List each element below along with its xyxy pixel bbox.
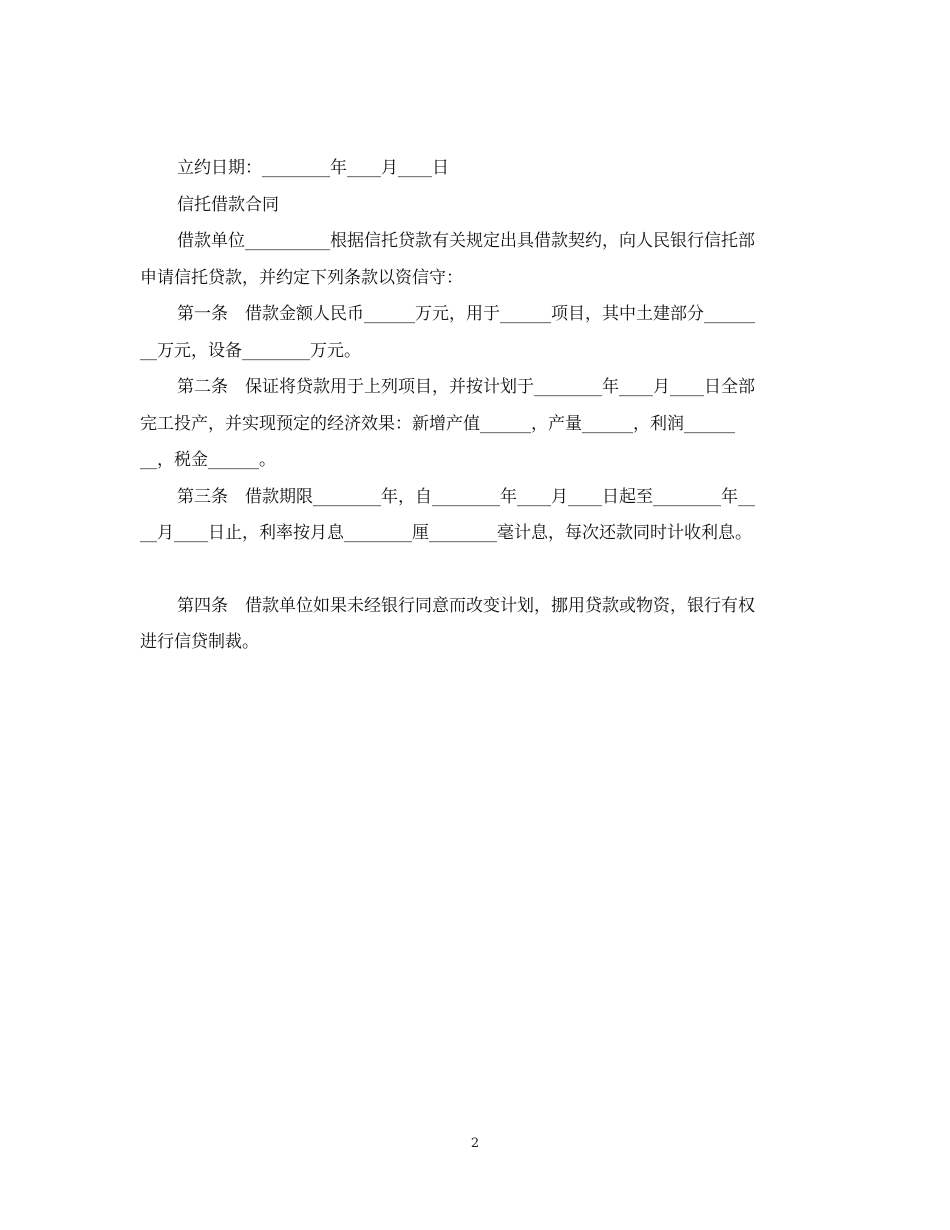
article-4-line-1: 第四条 借款单位如果未经银行同意而改变计划，挪用贷款或物资，银行有权 — [177, 595, 755, 616]
contract-date-line: 立约日期：________年____月____日 — [177, 158, 449, 178]
article-3-line-2: __月____日止，利率按月息________厘________毫计息，每次还款同时计收利息。 — [140, 523, 752, 543]
contract-title: 信托借款合同 — [177, 194, 279, 215]
preamble-line-2: 申请信托贷款，并约定下列条款以资信守： — [140, 267, 463, 288]
preamble-line-1: 借款单位__________根据信托贷款有关规定出具借款契约，向人民银行信托部 — [177, 231, 755, 251]
article-1-line-2: __万元，设备________万元。 — [140, 340, 361, 361]
article-2-line-3: __，税金______。 — [140, 450, 276, 470]
page-number: 2 — [470, 1136, 480, 1151]
paragraph-gap — [140, 552, 812, 588]
article-2-line-1: 第二条 保证将贷款用于上列项目，并按计划于________年____月____日全部 — [177, 377, 755, 397]
article-3-line-1: 第三条 借款期限________年，自________年____月____日起至________年__ — [177, 486, 755, 507]
article-4-line-2: 进行信贷制裁。 — [140, 632, 259, 652]
article-1-line-1: 第一条 借款金额人民币______万元，用于______项目，其中土建部分______ — [177, 304, 755, 324]
article-2-line-2: 完工投产，并实现预定的经济效果：新增产值______，产量______，利润______ — [140, 413, 735, 434]
document-body — [140, 150, 812, 661]
